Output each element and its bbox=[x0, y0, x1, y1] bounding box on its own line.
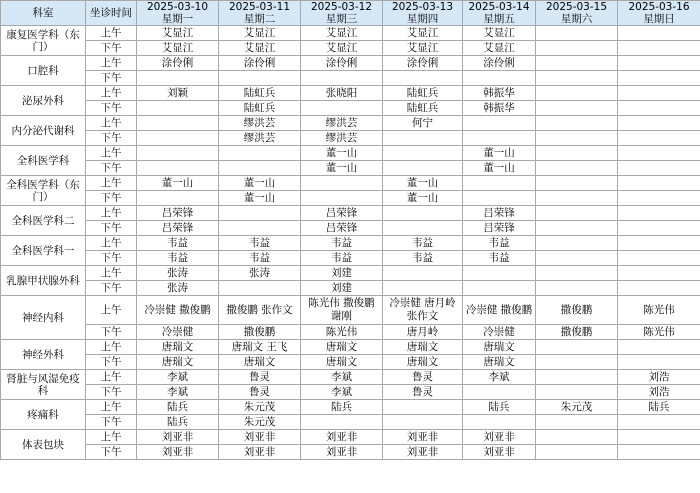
doctor-cell bbox=[536, 191, 618, 206]
doctor-cell bbox=[463, 71, 536, 86]
day-weekday: 星期六 bbox=[560, 13, 593, 25]
doctor-cell: 冷崇健 bbox=[463, 325, 536, 340]
doctor-cell: 吕荣锋 bbox=[301, 206, 383, 221]
doctor-cell bbox=[618, 251, 700, 266]
doctor-cell bbox=[618, 236, 700, 251]
doctor-cell: 唐瑞文 bbox=[383, 355, 463, 370]
time-slot: 下午 bbox=[86, 445, 137, 460]
table-row bbox=[1, 26, 700, 41]
doctor-cell bbox=[219, 161, 301, 176]
doctor-cell: 刘浩 bbox=[618, 370, 700, 385]
doctor-cell bbox=[383, 400, 463, 415]
time-slot: 上午 bbox=[86, 206, 137, 221]
doctor-cell: 朱元茂 bbox=[536, 400, 618, 415]
doctor-cell bbox=[618, 146, 700, 161]
time-slot: 上午 bbox=[86, 236, 137, 251]
time-slot: 上午 bbox=[86, 26, 137, 41]
slot-header: 坐诊时间 bbox=[86, 1, 137, 26]
doctor-cell: 唐瑞文 bbox=[219, 355, 301, 370]
doctor-cell bbox=[536, 56, 618, 71]
doctor-cell bbox=[137, 161, 219, 176]
doctor-cell bbox=[536, 415, 618, 430]
doctor-cell: 唐月岭 bbox=[383, 325, 463, 340]
department-name: 内分泌代谢科 bbox=[1, 116, 86, 146]
table-row bbox=[1, 56, 700, 71]
doctor-cell: 撒俊鹏 bbox=[536, 325, 618, 340]
doctor-cell: 韦益 bbox=[463, 251, 536, 266]
doctor-cell bbox=[383, 71, 463, 86]
doctor-cell bbox=[383, 206, 463, 221]
table-row bbox=[1, 400, 700, 415]
time-slot: 下午 bbox=[86, 101, 137, 116]
table-row bbox=[1, 221, 700, 236]
time-slot: 上午 bbox=[86, 266, 137, 281]
doctor-cell bbox=[137, 71, 219, 86]
doctor-cell: 唐瑞文 bbox=[137, 355, 219, 370]
doctor-cell: 刘亚非 bbox=[219, 430, 301, 445]
department-name: 泌尿外科 bbox=[1, 86, 86, 116]
doctor-cell bbox=[137, 101, 219, 116]
doctor-cell bbox=[536, 221, 618, 236]
doctor-cell: 刘颖 bbox=[137, 86, 219, 101]
doctor-cell bbox=[536, 41, 618, 56]
doctor-cell: 撒俊鹏 张作文 bbox=[219, 296, 301, 325]
doctor-cell: 涂伶俐 bbox=[463, 56, 536, 71]
day-date: 2025-03-15 bbox=[545, 1, 608, 13]
doctor-cell: 刘亚非 bbox=[301, 445, 383, 460]
doctor-cell: 陆虹兵 bbox=[383, 101, 463, 116]
doctor-cell: 冷崇健 撒俊鹏 bbox=[463, 296, 536, 325]
doctor-cell: 唐瑞文 bbox=[463, 340, 536, 355]
doctor-cell: 鲁灵 bbox=[383, 385, 463, 400]
doctor-cell: 张涛 bbox=[219, 266, 301, 281]
time-slot: 上午 bbox=[86, 86, 137, 101]
doctor-cell: 缪洪芸 bbox=[219, 116, 301, 131]
doctor-cell bbox=[618, 206, 700, 221]
doctor-cell: 撒俊鹏 bbox=[219, 325, 301, 340]
doctor-cell: 韦益 bbox=[463, 236, 536, 251]
doctor-cell: 朱元茂 bbox=[219, 415, 301, 430]
doctor-cell bbox=[536, 355, 618, 370]
doctor-cell bbox=[463, 176, 536, 191]
doctor-cell bbox=[536, 206, 618, 221]
doctor-cell: 吕荣锋 bbox=[137, 221, 219, 236]
doctor-cell bbox=[463, 385, 536, 400]
time-slot: 下午 bbox=[86, 355, 137, 370]
doctor-cell: 陆兵 bbox=[137, 415, 219, 430]
doctor-cell: 唐瑞文 bbox=[383, 340, 463, 355]
time-slot: 下午 bbox=[86, 41, 137, 56]
doctor-cell: 唐瑞文 bbox=[463, 355, 536, 370]
table-row bbox=[1, 445, 700, 460]
doctor-cell: 朱元茂 bbox=[219, 400, 301, 415]
doctor-cell bbox=[137, 116, 219, 131]
day-header bbox=[301, 1, 383, 26]
doctor-cell bbox=[536, 340, 618, 355]
time-slot: 下午 bbox=[86, 281, 137, 296]
doctor-cell: 刘亚非 bbox=[463, 445, 536, 460]
doctor-cell: 董一山 bbox=[463, 146, 536, 161]
doctor-cell: 陈光伟 bbox=[618, 296, 700, 325]
day-header bbox=[137, 1, 219, 26]
doctor-cell bbox=[383, 221, 463, 236]
day-header bbox=[219, 1, 301, 26]
doctor-cell bbox=[383, 131, 463, 146]
department-name: 全科医学科（东门） bbox=[1, 176, 86, 206]
doctor-cell: 陆虹兵 bbox=[219, 86, 301, 101]
doctor-cell bbox=[618, 340, 700, 355]
doctor-cell bbox=[618, 221, 700, 236]
doctor-cell bbox=[463, 116, 536, 131]
doctor-cell bbox=[618, 56, 700, 71]
department-name: 全科医学科一 bbox=[1, 236, 86, 266]
doctor-cell bbox=[536, 251, 618, 266]
department-name: 康复医学科（东门） bbox=[1, 26, 86, 56]
doctor-cell: 艾显江 bbox=[383, 26, 463, 41]
doctor-cell: 鲁灵 bbox=[383, 370, 463, 385]
department-name: 体表包块 bbox=[1, 430, 86, 460]
doctor-cell bbox=[536, 161, 618, 176]
doctor-cell: 冷崇健 撒俊鹏 bbox=[137, 296, 219, 325]
day-weekday: 星期二 bbox=[243, 13, 276, 25]
doctor-cell: 吕荣锋 bbox=[463, 221, 536, 236]
doctor-cell bbox=[536, 236, 618, 251]
doctor-cell: 张涛 bbox=[137, 281, 219, 296]
doctor-cell: 韦益 bbox=[137, 251, 219, 266]
doctor-cell: 韩振华 bbox=[463, 86, 536, 101]
doctor-cell: 李斌 bbox=[137, 385, 219, 400]
doctor-cell: 董一山 bbox=[219, 191, 301, 206]
table-row bbox=[1, 251, 700, 266]
doctor-cell: 董一山 bbox=[219, 176, 301, 191]
doctor-cell: 韦益 bbox=[137, 236, 219, 251]
doctor-cell bbox=[219, 146, 301, 161]
day-weekday: 星期日 bbox=[643, 13, 675, 25]
doctor-cell: 艾显江 bbox=[137, 26, 219, 41]
doctor-cell: 缪洪芸 bbox=[219, 131, 301, 146]
doctor-cell bbox=[383, 281, 463, 296]
doctor-cell: 刘建 bbox=[301, 266, 383, 281]
table-row bbox=[1, 71, 700, 86]
doctor-cell bbox=[301, 101, 383, 116]
table-row bbox=[1, 370, 700, 385]
day-date: 2025-03-11 bbox=[228, 1, 291, 13]
day-date: 2025-03-16 bbox=[628, 1, 690, 13]
dept-header: 科室 bbox=[1, 1, 86, 26]
day-header bbox=[618, 1, 700, 26]
time-slot: 上午 bbox=[86, 296, 137, 325]
doctor-cell: 韦益 bbox=[383, 236, 463, 251]
doctor-cell bbox=[219, 71, 301, 86]
time-slot: 上午 bbox=[86, 400, 137, 415]
doctor-cell: 刘亚非 bbox=[383, 445, 463, 460]
table-row bbox=[1, 116, 700, 131]
doctor-cell: 刘亚非 bbox=[137, 430, 219, 445]
doctor-cell: 陆兵 bbox=[463, 400, 536, 415]
day-header bbox=[463, 1, 536, 26]
day-weekday: 星期三 bbox=[325, 13, 358, 25]
doctor-cell: 涂伶俐 bbox=[383, 56, 463, 71]
department-name: 神经外科 bbox=[1, 340, 86, 370]
doctor-cell: 艾显江 bbox=[383, 41, 463, 56]
doctor-cell bbox=[383, 146, 463, 161]
time-slot: 下午 bbox=[86, 161, 137, 176]
doctor-cell: 刘亚非 bbox=[301, 430, 383, 445]
doctor-cell bbox=[536, 116, 618, 131]
day-header bbox=[536, 1, 618, 26]
doctor-cell: 陆虹兵 bbox=[383, 86, 463, 101]
day-weekday: 星期五 bbox=[483, 13, 515, 25]
doctor-cell: 唐瑞文 bbox=[137, 340, 219, 355]
doctor-cell bbox=[536, 176, 618, 191]
doctor-cell bbox=[618, 86, 700, 101]
doctor-cell: 董一山 bbox=[383, 176, 463, 191]
doctor-cell: 李斌 bbox=[463, 370, 536, 385]
department-name: 全科医学科 bbox=[1, 146, 86, 176]
table-row bbox=[1, 236, 700, 251]
doctor-cell bbox=[536, 430, 618, 445]
day-weekday: 星期四 bbox=[406, 13, 439, 25]
doctor-cell: 撒俊鹏 bbox=[536, 296, 618, 325]
doctor-cell: 刘亚非 bbox=[219, 445, 301, 460]
department-name: 肾脏与风湿免疫科 bbox=[1, 370, 86, 400]
doctor-cell: 张晓阳 bbox=[301, 86, 383, 101]
doctor-cell bbox=[383, 415, 463, 430]
time-slot: 上午 bbox=[86, 116, 137, 131]
time-slot: 下午 bbox=[86, 415, 137, 430]
doctor-cell bbox=[536, 71, 618, 86]
doctor-cell: 何宁 bbox=[383, 116, 463, 131]
doctor-cell bbox=[137, 191, 219, 206]
doctor-cell: 刘浩 bbox=[618, 385, 700, 400]
table-row bbox=[1, 296, 700, 325]
time-slot: 下午 bbox=[86, 385, 137, 400]
doctor-cell bbox=[219, 206, 301, 221]
doctor-cell: 李斌 bbox=[301, 370, 383, 385]
doctor-cell: 董一山 bbox=[463, 161, 536, 176]
doctor-cell: 涂伶俐 bbox=[219, 56, 301, 71]
doctor-cell bbox=[463, 191, 536, 206]
table-row bbox=[1, 41, 700, 56]
doctor-cell bbox=[301, 176, 383, 191]
table-row bbox=[1, 340, 700, 355]
doctor-cell: 刘亚非 bbox=[463, 430, 536, 445]
doctor-cell: 陈光伟 撒俊鹏 谢刚 bbox=[301, 296, 383, 325]
doctor-cell bbox=[618, 71, 700, 86]
time-slot: 上午 bbox=[86, 146, 137, 161]
table-row bbox=[1, 86, 700, 101]
doctor-cell: 李斌 bbox=[301, 385, 383, 400]
doctor-cell: 韩振华 bbox=[463, 101, 536, 116]
doctor-cell bbox=[618, 445, 700, 460]
doctor-cell bbox=[618, 26, 700, 41]
doctor-cell: 唐瑞文 王飞 bbox=[219, 340, 301, 355]
doctor-cell: 董一山 bbox=[383, 191, 463, 206]
day-date: 2025-03-10 bbox=[146, 1, 209, 13]
doctor-cell: 唐瑞文 bbox=[301, 355, 383, 370]
department-name: 全科医学科二 bbox=[1, 206, 86, 236]
table-row bbox=[1, 266, 700, 281]
doctor-cell bbox=[618, 355, 700, 370]
doctor-cell bbox=[536, 131, 618, 146]
doctor-cell: 李斌 bbox=[137, 370, 219, 385]
doctor-cell: 刘亚非 bbox=[383, 430, 463, 445]
table-row bbox=[1, 430, 700, 445]
doctor-cell bbox=[301, 415, 383, 430]
doctor-cell: 董一山 bbox=[137, 176, 219, 191]
doctor-cell bbox=[618, 161, 700, 176]
department-name: 神经内科 bbox=[1, 296, 86, 340]
doctor-cell: 艾显江 bbox=[219, 26, 301, 41]
department-name: 口腔科 bbox=[1, 56, 86, 86]
doctor-cell: 陆虹兵 bbox=[219, 101, 301, 116]
doctor-cell bbox=[137, 131, 219, 146]
table-row bbox=[1, 176, 700, 191]
doctor-cell: 冷崇健 唐月岭 张作文 bbox=[383, 296, 463, 325]
department-name: 乳腺甲状腺外科 bbox=[1, 266, 86, 296]
time-slot: 下午 bbox=[86, 251, 137, 266]
doctor-cell: 艾显江 bbox=[137, 41, 219, 56]
doctor-cell bbox=[618, 281, 700, 296]
day-date: 2025-03-13 bbox=[391, 1, 454, 13]
schedule-body bbox=[1, 26, 700, 460]
doctor-cell: 鲁灵 bbox=[219, 370, 301, 385]
doctor-cell bbox=[536, 266, 618, 281]
header-row bbox=[1, 1, 700, 26]
table-row bbox=[1, 355, 700, 370]
doctor-cell bbox=[618, 41, 700, 56]
doctor-cell: 艾显江 bbox=[463, 26, 536, 41]
table-row bbox=[1, 161, 700, 176]
doctor-cell: 韦益 bbox=[301, 251, 383, 266]
doctor-cell bbox=[463, 281, 536, 296]
doctor-cell: 陈光伟 bbox=[618, 325, 700, 340]
doctor-cell: 刘亚非 bbox=[137, 445, 219, 460]
doctor-cell: 艾显江 bbox=[301, 26, 383, 41]
doctor-cell bbox=[463, 415, 536, 430]
doctor-cell bbox=[618, 116, 700, 131]
doctor-cell: 涂伶俐 bbox=[137, 56, 219, 71]
doctor-cell bbox=[536, 146, 618, 161]
doctor-cell: 韦益 bbox=[219, 236, 301, 251]
doctor-cell bbox=[536, 281, 618, 296]
doctor-cell: 陈光伟 bbox=[301, 325, 383, 340]
doctor-cell bbox=[536, 26, 618, 41]
table-row bbox=[1, 325, 700, 340]
doctor-cell: 艾显江 bbox=[301, 41, 383, 56]
doctor-cell: 张涛 bbox=[137, 266, 219, 281]
time-slot: 下午 bbox=[86, 325, 137, 340]
doctor-cell bbox=[618, 101, 700, 116]
doctor-cell: 缪洪芸 bbox=[301, 131, 383, 146]
table-row bbox=[1, 415, 700, 430]
time-slot: 下午 bbox=[86, 131, 137, 146]
doctor-cell bbox=[618, 430, 700, 445]
doctor-cell bbox=[219, 221, 301, 236]
doctor-cell bbox=[463, 131, 536, 146]
doctor-cell: 陆兵 bbox=[137, 400, 219, 415]
doctor-cell bbox=[618, 131, 700, 146]
doctor-cell: 韦益 bbox=[301, 236, 383, 251]
doctor-cell bbox=[618, 266, 700, 281]
time-slot: 上午 bbox=[86, 370, 137, 385]
doctor-cell: 刘建 bbox=[301, 281, 383, 296]
time-slot: 上午 bbox=[86, 56, 137, 71]
doctor-cell bbox=[618, 415, 700, 430]
doctor-cell bbox=[618, 176, 700, 191]
day-weekday: 星期一 bbox=[161, 13, 194, 25]
table-row bbox=[1, 101, 700, 116]
doctor-cell bbox=[618, 191, 700, 206]
day-header bbox=[383, 1, 463, 26]
doctor-cell bbox=[536, 445, 618, 460]
doctor-cell: 艾显江 bbox=[219, 41, 301, 56]
time-slot: 下午 bbox=[86, 71, 137, 86]
doctor-cell: 韦益 bbox=[383, 251, 463, 266]
doctor-cell bbox=[536, 370, 618, 385]
doctor-cell: 韦益 bbox=[219, 251, 301, 266]
doctor-cell: 吕荣锋 bbox=[301, 221, 383, 236]
day-date: 2025-03-14 bbox=[468, 1, 530, 13]
doctor-cell: 艾显江 bbox=[463, 41, 536, 56]
doctor-cell: 唐瑞文 bbox=[301, 340, 383, 355]
time-slot: 下午 bbox=[86, 221, 137, 236]
doctor-cell: 陆兵 bbox=[618, 400, 700, 415]
doctor-cell: 吕荣锋 bbox=[137, 206, 219, 221]
table-row bbox=[1, 131, 700, 146]
doctor-cell bbox=[301, 71, 383, 86]
table-row bbox=[1, 206, 700, 221]
table-row bbox=[1, 281, 700, 296]
doctor-cell: 董一山 bbox=[301, 146, 383, 161]
department-name: 疼痛科 bbox=[1, 400, 86, 430]
doctor-cell bbox=[301, 191, 383, 206]
doctor-cell: 鲁灵 bbox=[219, 385, 301, 400]
time-slot: 上午 bbox=[86, 176, 137, 191]
table-row bbox=[1, 191, 700, 206]
doctor-cell: 吕荣锋 bbox=[463, 206, 536, 221]
table-row bbox=[1, 385, 700, 400]
time-slot: 下午 bbox=[86, 191, 137, 206]
time-slot: 上午 bbox=[86, 430, 137, 445]
doctor-cell bbox=[536, 385, 618, 400]
doctor-cell bbox=[219, 281, 301, 296]
time-slot: 上午 bbox=[86, 340, 137, 355]
doctor-cell bbox=[383, 266, 463, 281]
doctor-cell: 董一山 bbox=[301, 161, 383, 176]
doctor-cell bbox=[137, 146, 219, 161]
doctor-cell bbox=[536, 86, 618, 101]
doctor-cell: 冷崇健 bbox=[137, 325, 219, 340]
table-row bbox=[1, 146, 700, 161]
doctor-cell: 涂伶俐 bbox=[301, 56, 383, 71]
doctor-cell bbox=[536, 101, 618, 116]
doctor-cell: 缪洪芸 bbox=[301, 116, 383, 131]
doctor-cell bbox=[463, 266, 536, 281]
day-date: 2025-03-12 bbox=[310, 1, 373, 13]
doctor-cell bbox=[383, 161, 463, 176]
doctor-cell: 陆兵 bbox=[301, 400, 383, 415]
